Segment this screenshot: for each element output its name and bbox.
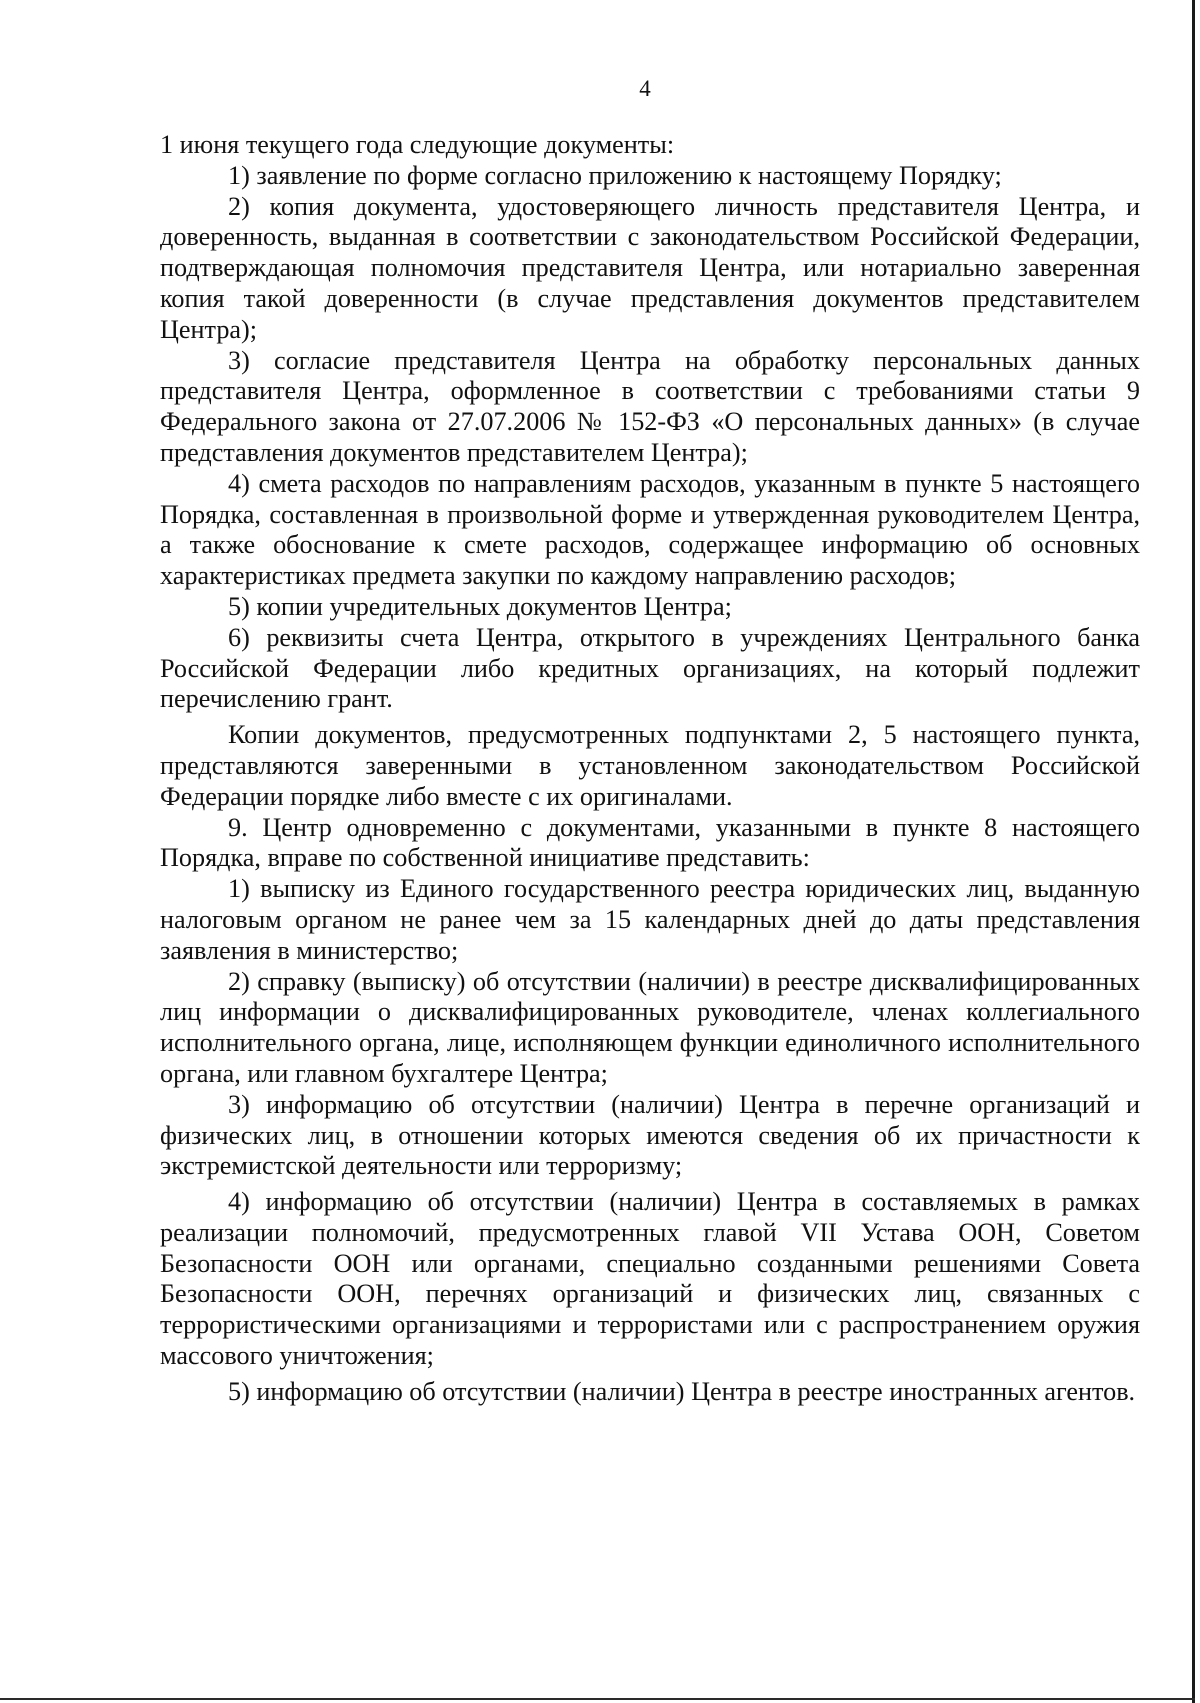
paragraph: 4) смета расходов по направлениям расходов, указанным в пункте 5 настоящего Порядка, составленная в произвольной форме и утвержденная руководителем Центра, а также обоснование к смете расходов, содержащее информацию об основных характеристиках предмета закупки по каждому направлению расходов; bbox=[160, 468, 1140, 591]
paragraph: 5) копии учредительных документов Центра; bbox=[228, 591, 732, 621]
paragraph: 5) информацию об отсутствии (наличии) Центра в реестре иностранных агентов. bbox=[228, 1376, 1136, 1406]
paragraph: 4) информацию об отсутствии (наличии) Центра в составляемых в рамках реализации полномочий, предусмотренных главой VII Устава ООН, Советом Безопасности ООН или органами, специально созданными решениями Совета Безопасности ООН, перечнях организаций и физических лиц, связанных с террористическими организациями и террористами или с распространением оружия массового уничтожения; bbox=[160, 1187, 1140, 1371]
paragraph: 6) реквизиты счета Центра, открытого в учреждениях Центрального банка Российской Федерации либо кредитных организациях, на который подлежит перечислению грант. bbox=[160, 622, 1140, 714]
paragraph: 3) информацию об отсутствии (наличии) Центра в перечне организаций и физических лиц, в отношении которых имеются сведения об их причастности к экстремистской деятельности или терроризму; bbox=[160, 1089, 1140, 1181]
page-number: 4 bbox=[639, 76, 651, 101]
paragraph: 2) справку (выписку) об отсутствии (наличии) в реестре дисквалифицированных лиц информации о дисквалифицированных руководителе, членах коллегиального исполнительного органа, лице, исполняющем функции единоличного исполнительного органа, или главном бухгалтере Центра; bbox=[160, 966, 1140, 1088]
scan-edge-bottom bbox=[0, 1698, 1195, 1700]
scan-edge-right bbox=[1192, 0, 1195, 1703]
paragraph: 1) выписку из Единого государственного реестра юридических лиц, выданную налоговым органом не ранее чем за 15 календарных дней до даты представления заявления в министерство; bbox=[160, 874, 1140, 965]
paragraph: 9. Центр одновременно с документами, указанными в пункте 8 настоящего Порядка, вправе по собственной инициативе представить: bbox=[160, 812, 1140, 873]
paragraph: Копии документов, предусмотренных подпунктами 2, 5 настоящего пункта, представляются заверенными в установленном законодательством Российской Федерации порядке либо вместе с их оригиналами. bbox=[160, 720, 1140, 811]
document-body bbox=[160, 130, 1140, 1408]
paragraph: 2) копия документа, удостоверяющего личность представителя Центра, и доверенность, выданная в соответствии с законодательством Российской Федерации, подтверждающая полномочия представителя Центра, или нотариально заверенная копия такой доверенности (в случае представления документов представителем Центра); bbox=[160, 191, 1140, 344]
paragraph: 3) согласие представителя Центра на обработку персональных данных представителя Центра, оформленное в соответствии с требованиями статьи 9 Федерального закона от 27.07.2006 № 152-ФЗ «О персональных данных» (в случае представления документов представителем Центра); bbox=[160, 345, 1140, 467]
paragraph: 1 июня текущего года следующие документы: bbox=[160, 130, 675, 159]
paragraph: 1) заявление по форме согласно приложению к настоящему Порядку; bbox=[228, 160, 1002, 190]
